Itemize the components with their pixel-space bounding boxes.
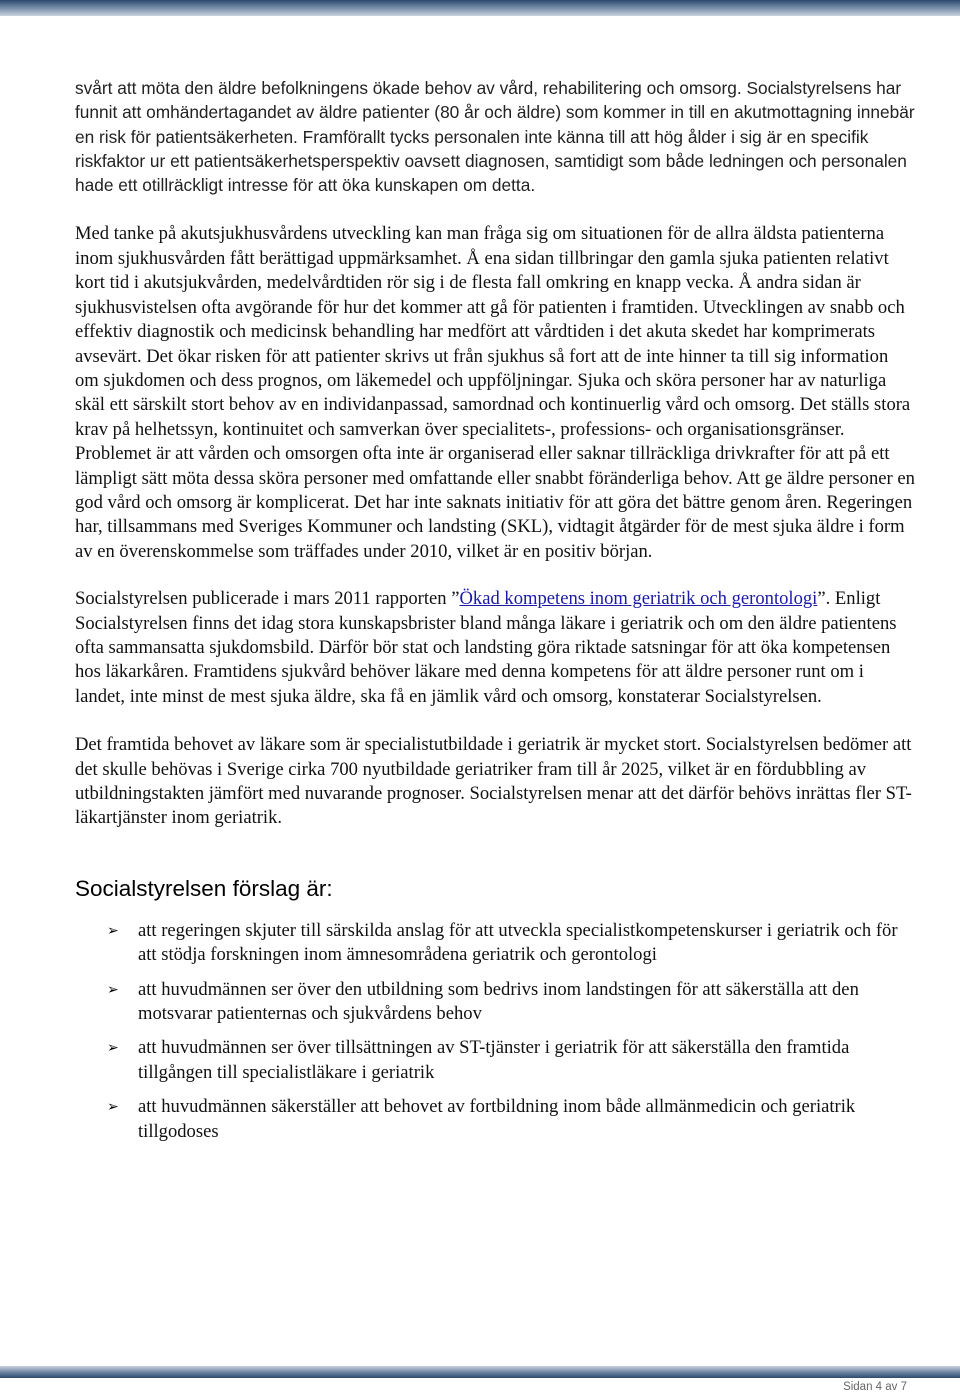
arrow-bullet-icon: ➢ <box>107 1099 119 1116</box>
paragraph-patient-safety: svårt att möta den äldre befolkningens ökade behov av vård, rehabilitering och omsorg. Socialstyrelsens har funnit att omhändertagandet av äldre patienter (80 år och äldre) som kommer in till en akutmottagning innebär en risk för patientsäkerheten. Framförallt tycks personalen inte känna till att hög ålder i sig är en specifik riskfaktor ur ett patientsäkerhetsperspektiv oavsett diagnosen, samtidigt som både ledningen och personalen hade ett otillräckligt intresse för att öka kunskapen om detta. <box>75 78 915 196</box>
proposal-text: att huvudmännen ser över tillsättningen av ST-tjänster i geriatrik för att säkerställa den framtida tillgången till specialistläkare i geriatrik <box>138 1037 850 1083</box>
proposal-text: att huvudmännen ser över den utbildning som bedrivs inom landstingen för att säkerställa att den motsvarar patienternas och sjukvårdens behov <box>138 978 859 1025</box>
report-link[interactable]: Ökad kompetens inom geriatrik och gerontologi <box>459 588 818 610</box>
list-item <box>75 919 915 968</box>
list-item <box>75 978 915 1027</box>
proposal-text: att regeringen skjuter till särskilda anslag för att utveckla specialistkompetenskurser i geriatrik och för att stödja forskningen inom ämnesområdena geriatrik och gerontologi <box>138 919 898 966</box>
proposals-list <box>75 919 915 1144</box>
paragraph-acute-care-development: Med tanke på akutsjukhusvårdens utveckling kan man fråga sig om situationen för de allra äldsta patienterna inom sjukhusvården fått berättigad uppmärksamhet. Å ena sidan tillbringar den gamla sjuka patienten relativt kort tid i akutsjukvården, medelvårdtiden rör sig i de flesta fall omkring en knapp vecka. Å andra sidan är sjukhusvistelsen ofta avgörande för hur det kommer att gå för patienten i framtiden. Utvecklingen av snabb och effektiv diagnostik och medicinsk behandling har medfört att vårdtiden i det akuta skedet har komprimerats avsevärt. Det ökar risken för att patienter skrivs ut från sjukhus så fort att de inte hinner ta till sig information om sjukdomen och dess prognos, om läkemedel och uppföljningar. Sjuka och sköra personer har av naturliga skäl ett särskilt stort behov av en individanpassad, samordnad och kontinuerlig vård och omsorg. Det ställs stora krav på helhetssyn, kontinuitet och samverkan över specialitets-, professions- och organisationsgränser. Problemet är att vården och omsorgen ofta inte är organiserad eller saknar tillräckliga drivkrafter för att på ett lämpligt sätt möta dessa sköra personer med omfattande eller snabbt föränderliga behov. Att ge äldre personer en god vård och omsorg är komplicerat. Det har inte saknats initiativ för att göra det bättre genom åren. Regeringen har, tillsammans med Sveriges Kommuner och landsting (SKL), vidtagit åtgärder för de mest sjuka äldre i form av en överenskommelse som träffades under 2010, vilket är en positiv början. <box>75 223 915 562</box>
arrow-bullet-icon: ➢ <box>107 981 119 998</box>
report-intro-text: Socialstyrelsen publicerade i mars 2011 rapporten ” <box>75 588 460 610</box>
header-decorative-bar <box>0 0 960 16</box>
document-body <box>75 76 915 1154</box>
arrow-bullet-icon: ➢ <box>107 922 119 939</box>
list-item <box>75 1036 915 1085</box>
report-summary-text: ”. Enligt Socialstyrelsen finns det idag stora kunskapsbrister bland många läkare i geriatrik och om den äldre patientens ofta sammansatta sjukdomsbild. Därför bör stat och landsting göra riktade satsningar för att öka kompetensen hos läkarkåren. Framtidens sjukvård behöver läkare med denna kompetens för att äldre personer runt om i landet, inte minst de mest sjuka äldre, ska få en jämlik vård och omsorg, konstaterar Socialstyrelsen. <box>75 588 897 707</box>
paragraph-report-publication <box>75 587 915 709</box>
paragraph-future-demand: Det framtida behovet av läkare som är specialistutbildade i geriatrik är mycket stort. Socialstyrelsen bedömer att det skulle behövas i Sverige cirka 700 nyutbildade geriatriker fram till år 2025, vilket är en fördubbling av utbildningstakten jämfört med nuvarande prognoser. Socialstyrelsen menar att det därför behövs inrättas fler ST-läkartjänster inom geriatrik. <box>75 734 912 829</box>
page-number: Sidan 4 av 7 <box>843 1381 907 1393</box>
list-item <box>75 1095 915 1144</box>
proposal-text: att huvudmännen säkerställer att behovet av fortbildning inom både allmänmedicin och geriatrik tillgodoses <box>138 1096 856 1142</box>
footer-decorative-bar <box>0 1366 960 1378</box>
arrow-bullet-icon: ➢ <box>107 1040 119 1057</box>
proposals-heading: Socialstyrelsen förslag är: <box>75 875 333 901</box>
